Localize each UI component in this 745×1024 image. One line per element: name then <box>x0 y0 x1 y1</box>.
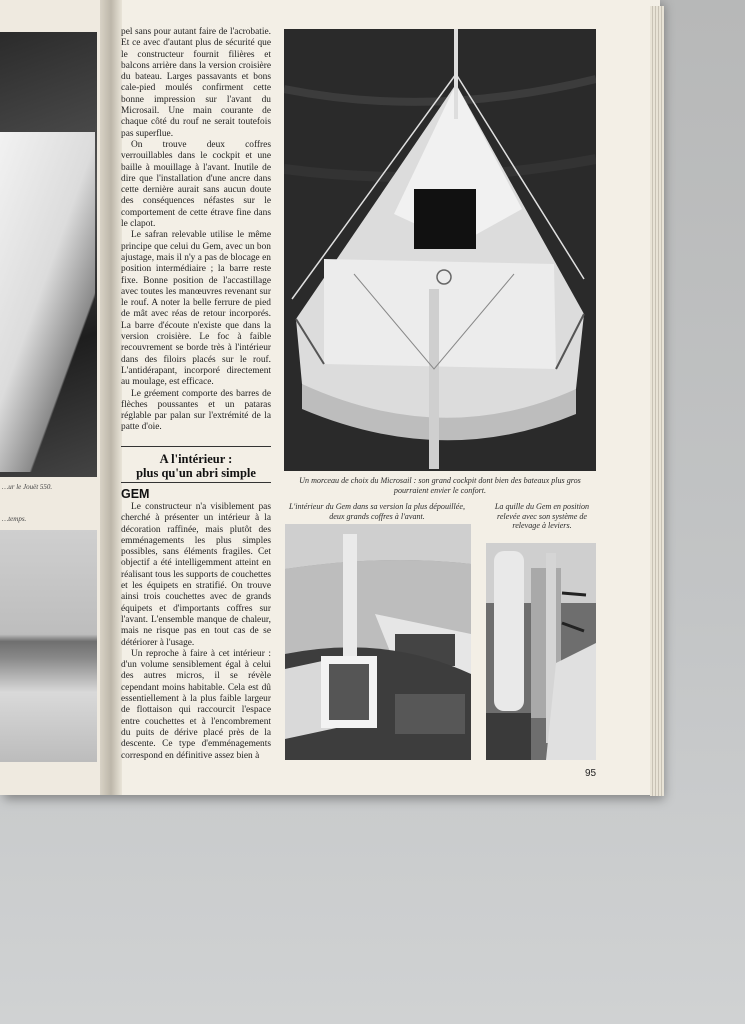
spine-gutter <box>100 0 122 795</box>
left-page <box>0 0 100 795</box>
page-number: 95 <box>585 768 597 779</box>
divider-rule <box>121 482 271 483</box>
cockpit-photo-caption: Un morceau de choix du Microsail : son grand cockpit dont bien des bateaux plus gros pourraient envier le confort. <box>299 476 581 495</box>
left-caption-top: …ur le Jouët 550. <box>2 483 53 491</box>
paragraph: Un reproche à faire à cet intérieur : d'un volume sensiblement égal à celui des autres micros, il se révèle cependant moins habitable. Cela est dû essentiellement à la plus faible largeur de flottaison qui raccourcit l'espace entre couchettes et à l'encombrement du puits de dérive placé près de la descente. Ce type d'emménagements correspond en définitive assez bien à <box>121 648 271 761</box>
left-lake-photo <box>0 530 97 762</box>
paragraph: Le safran relevable utilise le même principe que celui du Gem, avec un bon ajustage, mais il n'y a pas de blocage en position intermédiaire ; la barre reste fixe. Bonne position de l'accastillage avec toutes les manœuvres revenant sur le rouf. A noter la belle ferrure de pied de mât avec réas de retour incorporés. La barre d'écoute n'existe que dans la version croisière. Le foc à faible recouvrement se borde très à l'intérieur dans des filoirs placés sur le rouf. L'antidérapant, incorporé directement au moulage, est efficace. <box>121 230 271 388</box>
article-column-2 <box>121 502 271 762</box>
keel-photo <box>486 543 596 760</box>
article-column-1 <box>121 27 271 439</box>
left-caption-bottom: …temps. <box>2 515 27 523</box>
paragraph: pel sans pour autant faire de l'acrobatie. Et ce avec d'autant plus de sécurité que le constructeur fournit filières et balcons arrière dans la version croisière du bateau. Larges passavants et bons cale-pied moulés confirment cette bonne impression sur l'avant du Microsail. Une main courante de chaque côté du rouf ne serait toutefois pas superflue. <box>121 27 271 139</box>
paragraph: Le constructeur n'a visiblement pas cherché à présenter un intérieur à la décoration raffinée, mais plutôt des emménagements les plus simples possibles, sans éléments fragiles. Cet objectif a été intelligemment atteint en réalisant tous les supports de couchettes et les équipets en stratifié. On trouve ainsi trois couchettes avec de grands équipets et d'importants coffres sur l'avant. L'ensemble manque de chaleur, mais ne risque pas en tout cas de se détériorer à l'usage. <box>121 502 271 648</box>
boat-section-label: GEM <box>121 487 150 501</box>
paragraph: On trouve deux coffres verrouillables dans le cockpit et une baille à mouillage à l'avant. Inutile de dire que l'installation d'une ancre dans cette dernière aurait sans aucun doute des conséquences néfastes sur le comportement de cette étrave fine dans le clapot. <box>121 139 271 230</box>
keel-mechanism-illustration <box>486 543 596 760</box>
interior-photo <box>285 524 471 760</box>
divider-rule <box>121 446 271 447</box>
heading-line-1: A l'intérieur : <box>159 452 233 466</box>
heading-line-2: plus qu'un abri simple <box>136 466 256 480</box>
keel-photo-caption: La quille du Gem en position relevée avec son système de relevage à leviers. <box>494 502 590 531</box>
section-heading <box>121 452 271 480</box>
left-sailboat-photo <box>0 32 97 477</box>
page-stack-edge <box>650 6 664 796</box>
cockpit-photo <box>284 29 596 471</box>
paragraph: Le gréement comporte des barres de flèches poussantes et un pataras réglable par palan sur l'extrémité de la patte d'oie. <box>121 388 271 433</box>
sail-shape <box>0 132 95 472</box>
sailboat-deck-illustration <box>284 29 596 471</box>
interior-photo-caption: L'intérieur du Gem dans sa version la plus dépouillée, deux grands coffres à l'avant. <box>289 502 465 521</box>
cabin-interior-illustration <box>285 524 471 760</box>
